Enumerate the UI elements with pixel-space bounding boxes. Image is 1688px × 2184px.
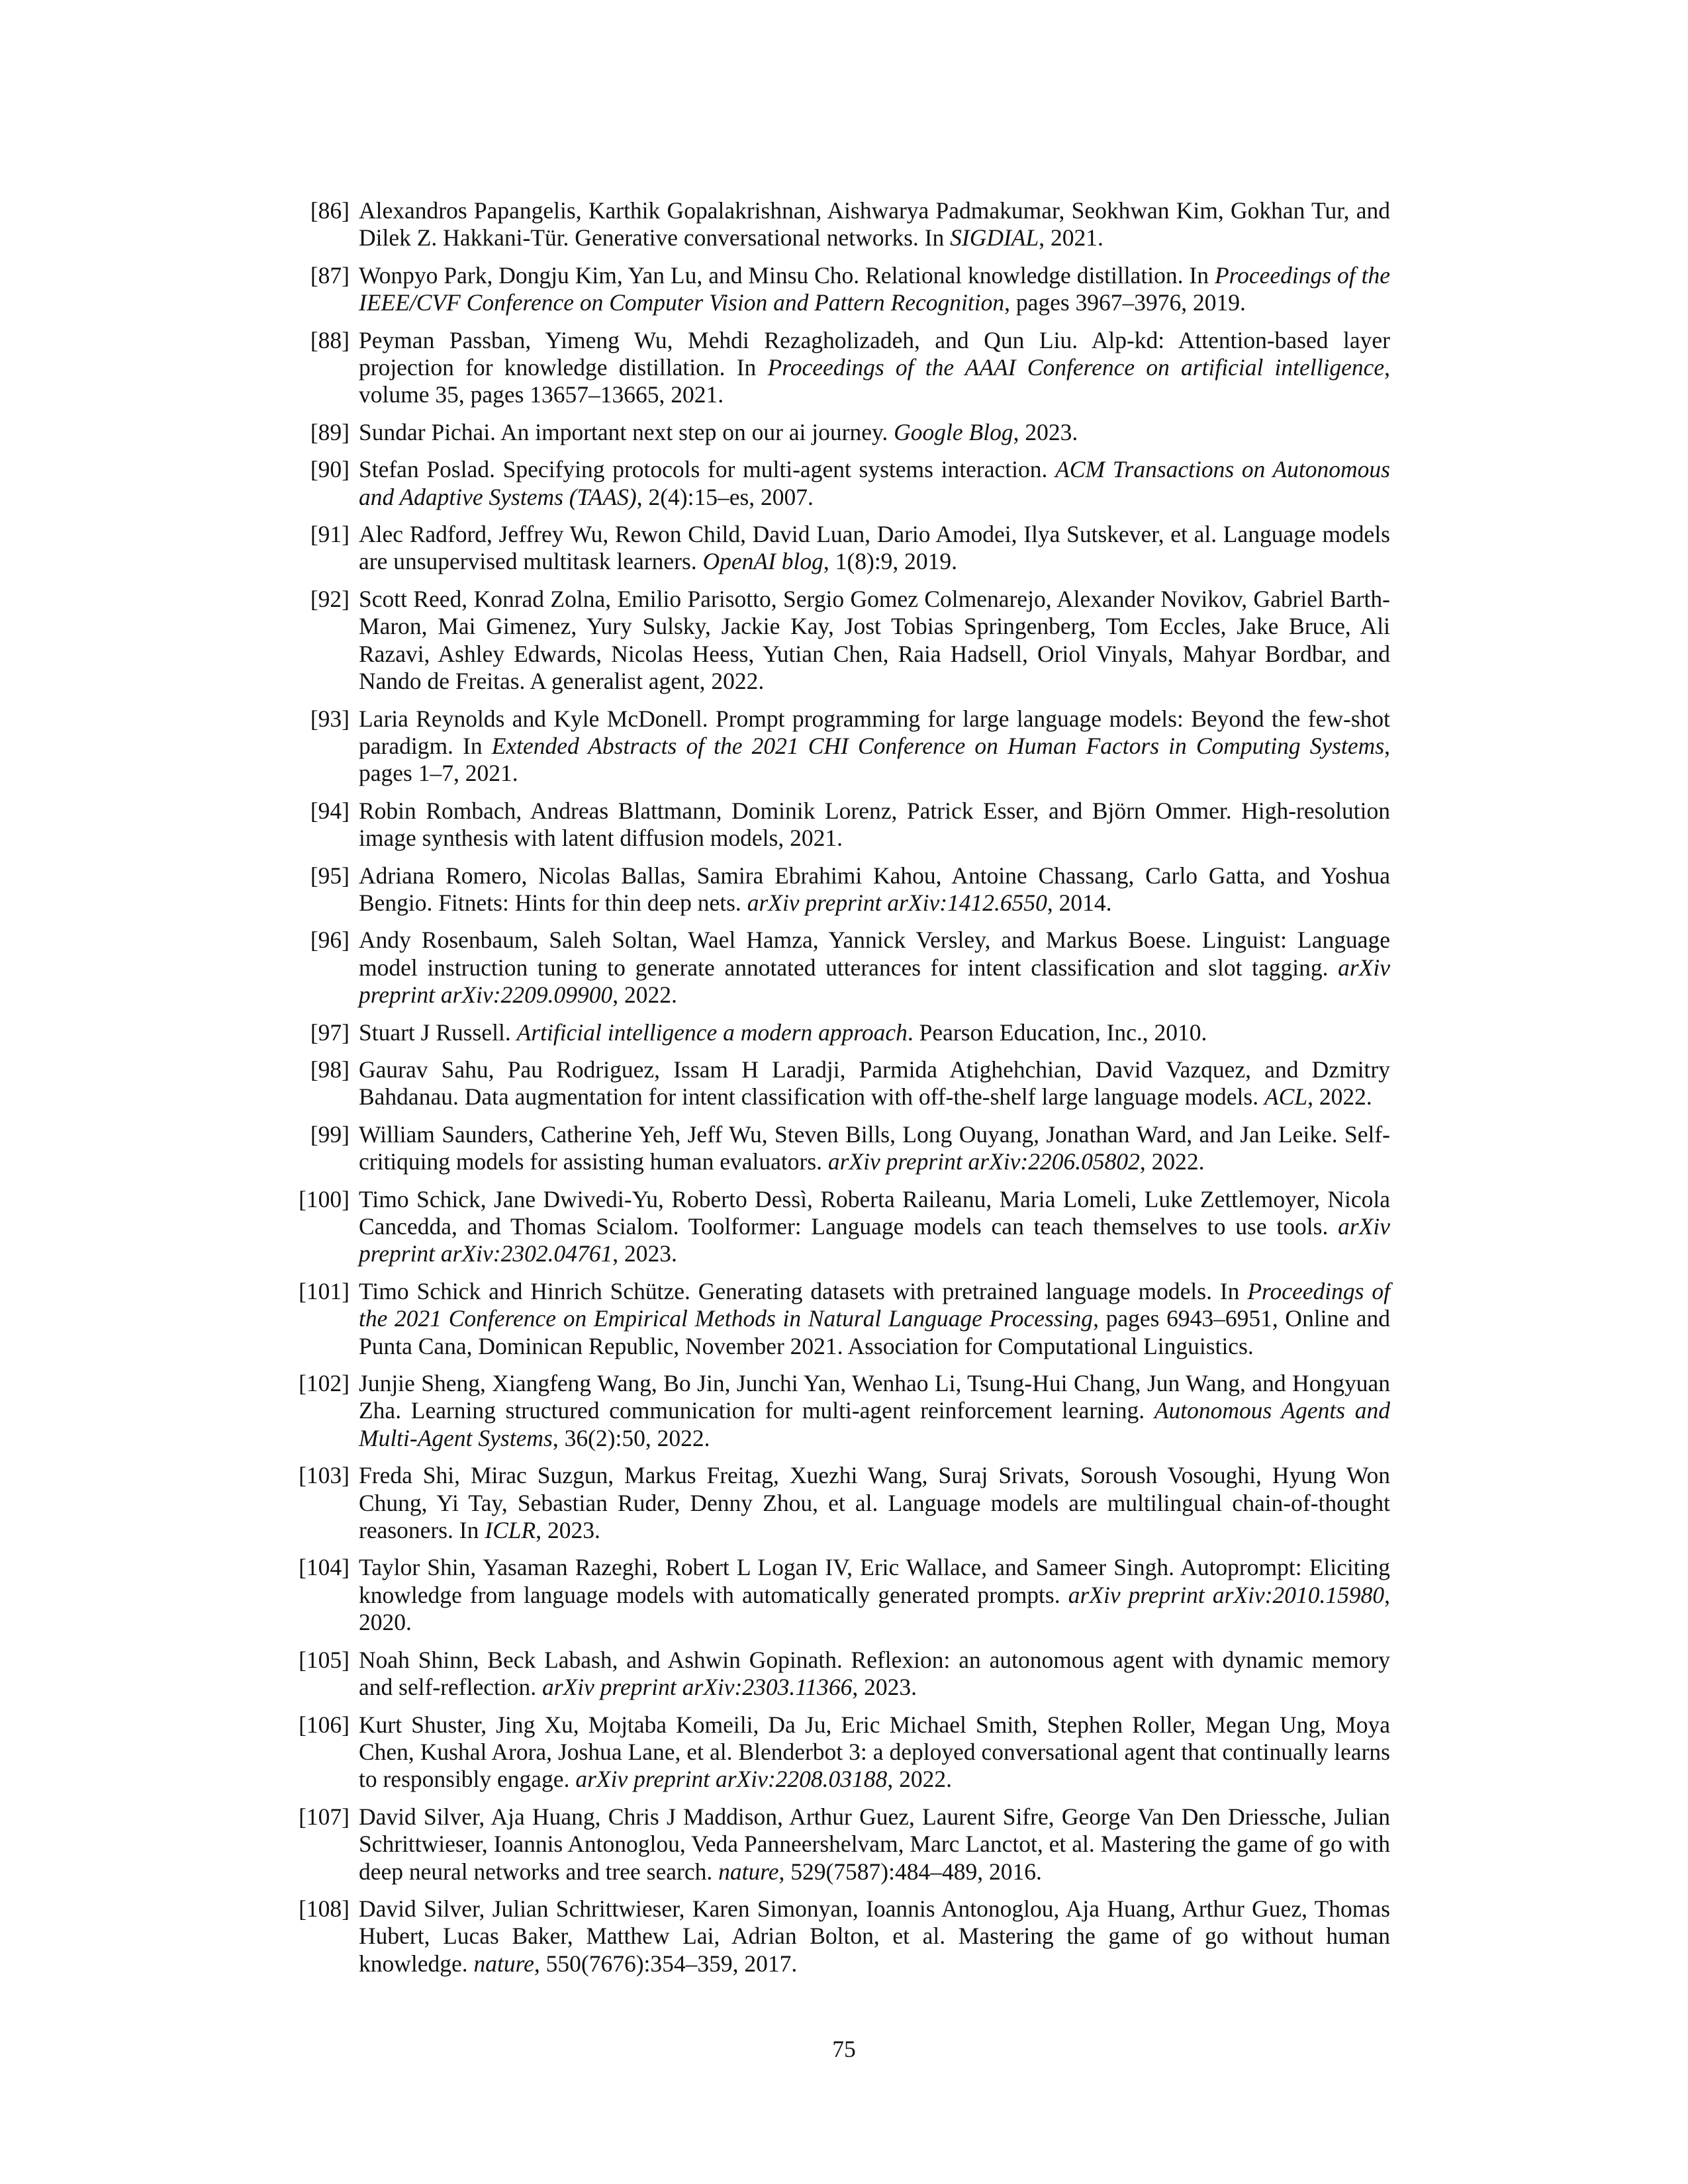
reference-text: [359, 262, 1390, 317]
reference-text: [359, 586, 1390, 696]
reference-segment: , 36(2):50, 2022.: [552, 1424, 710, 1451]
reference-number: [92]: [310, 585, 350, 612]
reference-entry: [298, 1895, 1390, 1978]
reference-number: [107]: [299, 1803, 350, 1830]
reference-text: [359, 197, 1390, 252]
reference-entry: [298, 1554, 1390, 1636]
reference-entry: [298, 1462, 1390, 1544]
reference-venue: Proceedings of the IEEE/CVF Conference on Computer Vision and Pattern Recognition: [359, 261, 1390, 316]
reference-segment: Andy Rosenbaum, Saleh Soltan, Wael Hamza, Yannick Versley, and Markus Boese. Linguist: Language model instruction tuning to generate annotated utterances for intent classification and slot tagging.: [359, 927, 1390, 981]
reference-segment: , pages 6943–6951, Online and Punta Cana, Dominican Republic, November 2021. Association for Computational Linguistics.: [359, 1305, 1390, 1359]
reference-entry: [298, 586, 1390, 696]
reference-text: [359, 1462, 1390, 1544]
reference-entry: [298, 927, 1390, 1009]
reference-entry: [298, 1121, 1390, 1176]
reference-text: [359, 1711, 1390, 1794]
reference-text: [359, 1370, 1390, 1452]
reference-segment: Gaurav Sahu, Pau Rodriguez, Issam H Laradji, Parmida Atighehchian, David Vazquez, and Dzmitry Bahdanau. Data augmentation for intent classification with off-the-shelf large language models.: [359, 1056, 1390, 1111]
reference-venue: Artificial intelligence a modern approach: [516, 1019, 908, 1046]
reference-venue: OpenAI blog: [702, 548, 823, 575]
reference-segment: Scott Reed, Konrad Zolna, Emilio Parisotto, Sergio Gomez Colmenarejo, Alexander Novikov, Gabriel Barth-Maron, Mai Gimenez, Yury Sulsky, Jackie Kay, Jost Tobias Springenberg, Tom Eccles, Jake Bruce, Ali Razavi, Ashley Edwards, Nicolas Heess, Yutian Chen, Raia Hadsell, Oriol Vinyals, Mahyar Bordbar, and Nando de Freitas. A generalist agent, 2022.: [359, 585, 1390, 695]
reference-segment: , 2023.: [536, 1517, 600, 1544]
reference-segment: Timo Schick and Hinrich Schütze. Generating datasets with pretrained language models. In: [359, 1277, 1248, 1304]
reference-segment: , 1(8):9, 2019.: [823, 548, 958, 575]
reference-segment: , 2022.: [1139, 1148, 1205, 1175]
reference-segment: Taylor Shin, Yasaman Razeghi, Robert L Logan IV, Eric Wallace, and Sameer Singh. Autoprompt: Eliciting knowledge from language models with automatically generated prompts.: [359, 1554, 1390, 1608]
reference-entry: [298, 862, 1390, 917]
reference-entry: [298, 262, 1390, 317]
reference-text: [359, 1019, 1390, 1046]
reference-number: [101]: [299, 1277, 350, 1304]
page-number: 75: [832, 2036, 856, 2062]
reference-text: [359, 1121, 1390, 1176]
reference-segment: , 2022.: [887, 1766, 952, 1793]
reference-venue: ACL: [1264, 1083, 1308, 1111]
reference-segment: , 2023.: [852, 1674, 917, 1701]
reference-number: [100]: [299, 1185, 350, 1212]
reference-text: [359, 797, 1390, 852]
reference-text: [359, 521, 1390, 576]
reference-segment: Stefan Poslad. Specifying protocols for multi-agent systems interaction.: [359, 456, 1056, 483]
reference-venue: Proceedings of the 2021 Conference on Empirical Methods in Natural Language Processing: [359, 1277, 1390, 1332]
reference-segment: , 2023.: [612, 1240, 677, 1267]
reference-text: [359, 456, 1390, 511]
reference-venue: Proceedings of the AAAI Conference on artificial intelligence: [767, 354, 1385, 381]
reference-list: [298, 197, 1390, 1987]
reference-segment: David Silver, Aja Huang, Chris J Maddison, Arthur Guez, Laurent Sifre, George Van Den Driessche, Julian Schrittwieser, Ioannis Antonoglou, Veda Panneershelvam, Marc Lanctot, et al. Mastering the game of go with deep neural networks and tree search.: [359, 1803, 1390, 1885]
reference-segment: , 550(7676):354–359, 2017.: [534, 1950, 798, 1977]
reference-segment: , 2(4):15–es, 2007.: [636, 483, 814, 510]
reference-number: [88]: [310, 326, 350, 353]
reference-segment: Peyman Passban, Yimeng Wu, Mehdi Rezagholizadeh, and Qun Liu. Alp-kd: Attention-based layer projection for knowledge distillation. In: [359, 326, 1390, 381]
reference-segment: , pages 1–7, 2021.: [359, 732, 1391, 787]
reference-segment: Adriana Romero, Nicolas Ballas, Samira Ebrahimi Kahou, Antoine Chassang, Carlo Gatta, and Yoshua Bengio. Fitnets: Hints for thin deep nets.: [359, 862, 1390, 916]
reference-number: [86]: [310, 197, 350, 224]
reference-segment: Wonpyo Park, Dongju Kim, Yan Lu, and Minsu Cho. Relational knowledge distillation. In: [359, 261, 1215, 289]
reference-number: [98]: [310, 1056, 350, 1083]
reference-segment: Noah Shinn, Beck Labash, and Ashwin Gopinath. Reflexion: an autonomous agent with dynamic memory and self-reflection.: [359, 1646, 1390, 1701]
reference-segment: , pages 3967–3976, 2019.: [1004, 289, 1246, 316]
reference-venue: SIGDIAL: [950, 224, 1039, 251]
reference-text: [359, 327, 1390, 409]
reference-venue: arXiv preprint arXiv:2209.09900: [359, 954, 1390, 1009]
reference-entry: [298, 797, 1390, 852]
reference-entry: [298, 327, 1390, 409]
reference-text: [359, 1278, 1390, 1360]
reference-entry: [298, 197, 1390, 252]
reference-number: [106]: [299, 1711, 350, 1738]
reference-number: [89]: [310, 418, 350, 445]
reference-venue: arXiv preprint arXiv:2303.11366: [541, 1674, 853, 1701]
reference-segment: Kurt Shuster, Jing Xu, Mojtaba Komeili, Da Ju, Eric Michael Smith, Stephen Roller, Megan Ung, Moya Chen, Kushal Arora, Joshua Lane, et al. Blenderbot 3: a deployed conversational agent that continually learns to responsibly engage.: [359, 1711, 1390, 1793]
reference-entry: [298, 1803, 1390, 1886]
reference-entry: [298, 521, 1390, 576]
reference-number: [95]: [310, 862, 350, 889]
reference-segment: William Saunders, Catherine Yeh, Jeff Wu, Steven Bills, Long Ouyang, Jonathan Ward, and Jan Leike. Self-critiquing models for assisting human evaluators.: [359, 1120, 1390, 1175]
reference-venue: arXiv preprint arXiv:2208.03188: [575, 1766, 888, 1793]
reference-number: [102]: [299, 1370, 350, 1397]
reference-segment: , volume 35, pages 13657–13665, 2021.: [359, 354, 1390, 408]
reference-entry: [298, 1019, 1390, 1046]
reference-number: [97]: [310, 1019, 350, 1046]
reference-entry: [298, 419, 1390, 446]
reference-number: [87]: [310, 261, 350, 289]
reference-text: [359, 1803, 1390, 1886]
reference-venue: Extended Abstracts of the 2021 CHI Conference on Human Factors in Computing Systems: [491, 732, 1385, 759]
reference-segment: Alec Radford, Jeffrey Wu, Rewon Child, David Luan, Dario Amodei, Ilya Sutskever, et al. Language models are unsupervised multitask learners.: [359, 521, 1390, 575]
reference-segment: David Silver, Julian Schrittwieser, Karen Simonyan, Ioannis Antonoglou, Aja Huang, Arthur Guez, Thomas Hubert, Lucas Baker, Matthew Lai, Adrian Bolton, et al. Mastering the game of go without human knowledge.: [359, 1895, 1390, 1977]
reference-text: [359, 862, 1390, 917]
reference-text: [359, 1186, 1390, 1268]
reference-segment: Junjie Sheng, Xiangfeng Wang, Bo Jin, Junchi Yan, Wenhao Li, Tsung-Hui Chang, Jun Wang, and Hongyuan Zha. Learning structured communication for multi-agent reinforcement learning.: [359, 1370, 1390, 1424]
reference-segment: Timo Schick, Jane Dwivedi-Yu, Roberto Dessì, Roberta Raileanu, Maria Lomeli, Luke Zettlemoyer, Nicola Cancedda, and Thomas Scialom. Toolformer: Language models can teach themselves to use tools.: [359, 1185, 1390, 1240]
reference-segment: , 2014.: [1047, 889, 1112, 916]
reference-number: [108]: [299, 1895, 350, 1922]
reference-segment: Laria Reynolds and Kyle McDonell. Prompt programming for large language models: Beyond the few-shot paradigm. In: [359, 705, 1390, 759]
reference-number: [94]: [310, 797, 350, 824]
reference-segment: . Pearson Education, Inc., 2010.: [907, 1019, 1207, 1046]
reference-venue: arXiv preprint arXiv:2302.04761: [359, 1213, 1390, 1267]
reference-entry: [298, 1186, 1390, 1268]
reference-segment: , 529(7587):484–489, 2016.: [778, 1858, 1042, 1885]
reference-segment: , 2022.: [612, 981, 677, 1009]
reference-number: [93]: [310, 705, 350, 732]
reference-venue: ACM Transactions on Autonomous and Adaptive Systems (TAAS): [359, 456, 1390, 510]
reference-segment: Alexandros Papangelis, Karthik Gopalakrishnan, Aishwarya Padmakumar, Seokhwan Kim, Gokhan Tur, and Dilek Z. Hakkani-Tür. Generative conversational networks. In: [359, 197, 1390, 251]
reference-venue: nature: [473, 1950, 534, 1977]
reference-segment: , 2022.: [1307, 1083, 1372, 1111]
reference-venue: arXiv preprint arXiv:2010.15980: [1068, 1581, 1385, 1608]
reference-text: [359, 1056, 1390, 1111]
reference-text: [359, 1895, 1390, 1978]
reference-segment: Sundar Pichai. An important next step on our ai journey.: [359, 418, 894, 445]
reference-text: [359, 419, 1390, 446]
reference-venue: arXiv preprint arXiv:2206.05802: [827, 1148, 1140, 1175]
reference-entry: [298, 1056, 1390, 1111]
reference-text: [359, 1554, 1390, 1636]
reference-entry: [298, 1647, 1390, 1702]
reference-segment: , 2020.: [359, 1581, 1391, 1636]
reference-number: [96]: [310, 927, 350, 954]
reference-number: [99]: [310, 1120, 350, 1148]
reference-number: [103]: [299, 1462, 350, 1489]
reference-venue: arXiv preprint arXiv:1412.6550: [747, 889, 1047, 916]
reference-venue: ICLR: [485, 1517, 536, 1544]
reference-segment: Stuart J Russell.: [359, 1019, 517, 1046]
reference-venue: Google Blog: [894, 418, 1013, 445]
reference-venue: nature: [718, 1858, 779, 1885]
reference-entry: [298, 1370, 1390, 1452]
reference-segment: Freda Shi, Mirac Suzgun, Markus Freitag, Xuezhi Wang, Suraj Srivats, Soroush Vosoughi, Hyung Won Chung, Yi Tay, Sebastian Ruder, Denny Zhou, et al. Language models are multilingual chain-of-thought reasoners. In: [359, 1462, 1390, 1544]
reference-text: [359, 927, 1390, 1009]
reference-number: [104]: [299, 1554, 350, 1581]
reference-segment: , 2023.: [1013, 418, 1078, 445]
reference-venue: Autonomous Agents and Multi-Agent Systems: [359, 1397, 1390, 1451]
reference-entry: [298, 1711, 1390, 1794]
reference-text: [359, 705, 1390, 788]
reference-segment: , 2021.: [1039, 224, 1103, 251]
reference-segment: Robin Rombach, Andreas Blattmann, Dominik Lorenz, Patrick Esser, and Björn Ommer. High-resolution image synthesis with latent diffusion models, 2021.: [359, 797, 1390, 852]
reference-entry: [298, 456, 1390, 511]
reference-number: [105]: [299, 1646, 350, 1673]
reference-text: [359, 1647, 1390, 1702]
reference-entry: [298, 705, 1390, 788]
reference-entry: [298, 1278, 1390, 1360]
reference-number: [90]: [310, 456, 350, 483]
reference-number: [91]: [310, 521, 350, 548]
